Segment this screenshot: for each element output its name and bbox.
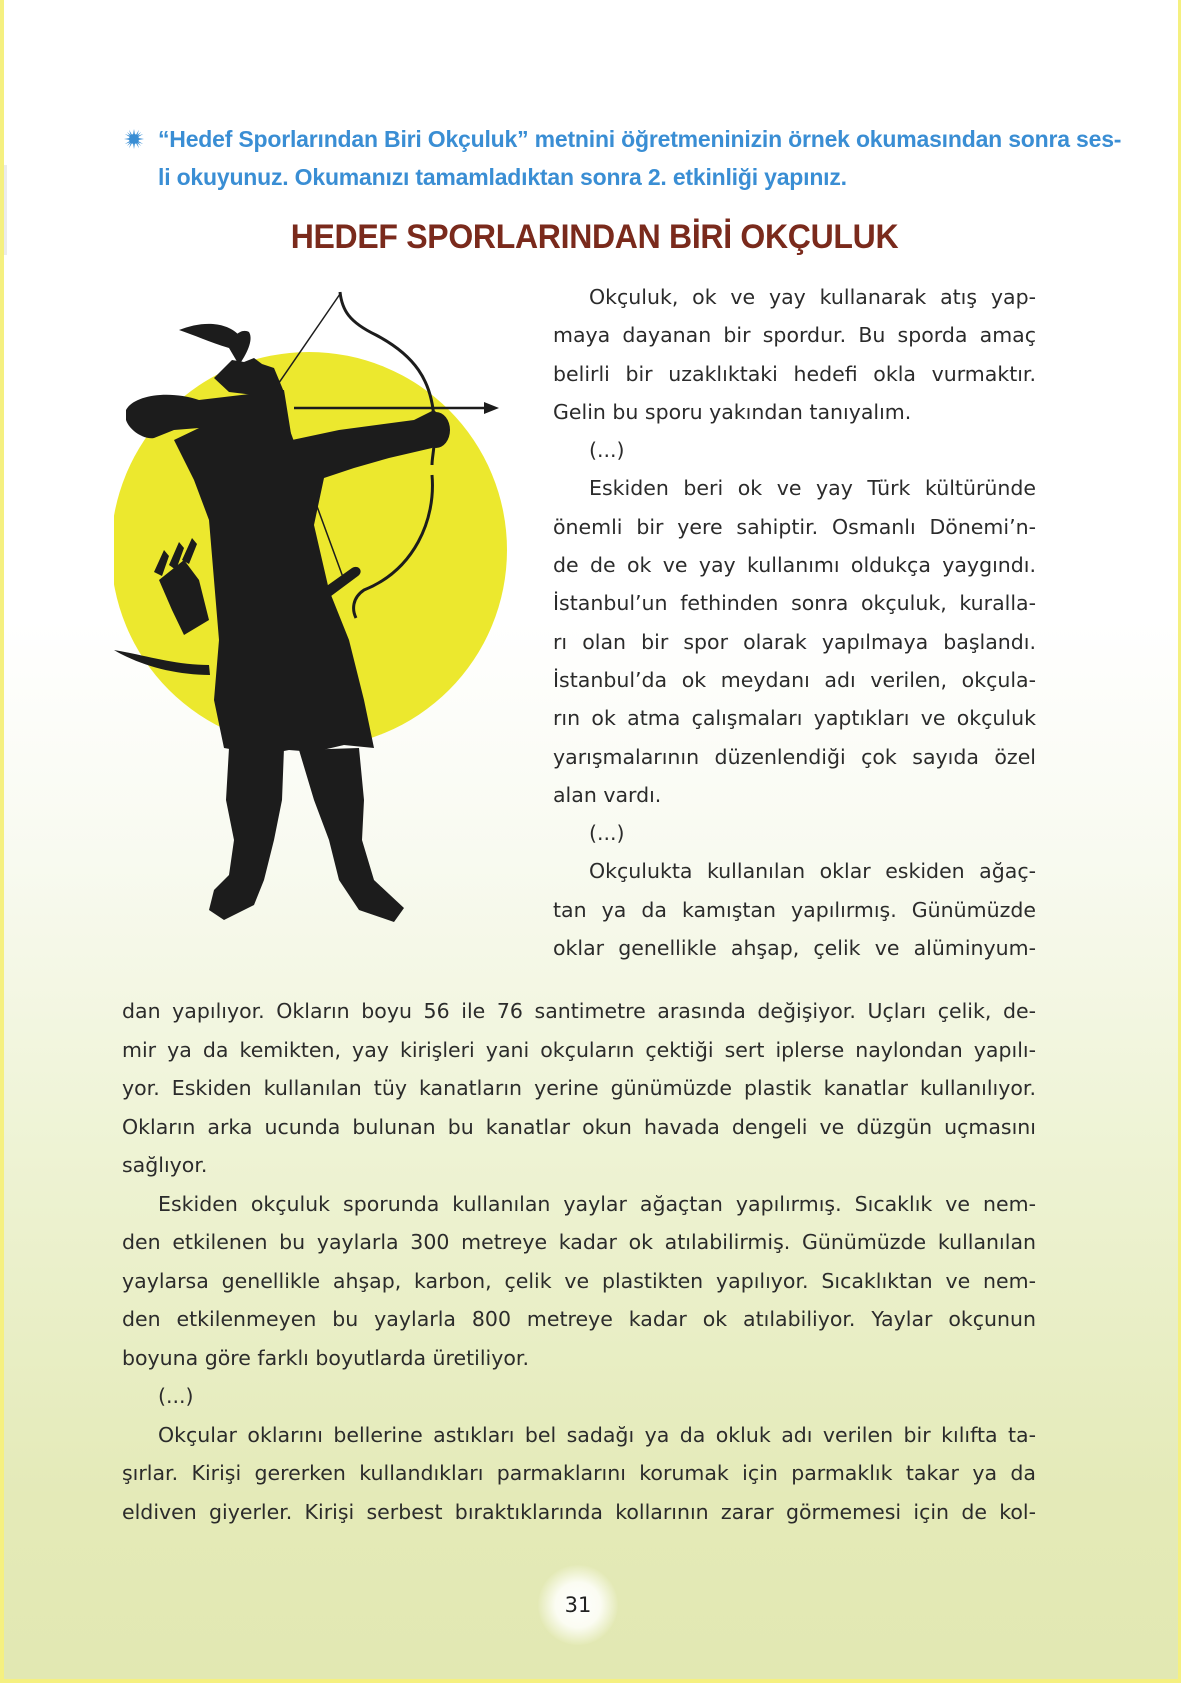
article-full-width-text	[122, 992, 1036, 1531]
text-line: de de ok ve yay kullanımı oldukça yaygındı.	[553, 553, 1036, 578]
reading-instruction	[124, 120, 1122, 197]
archer-illustration	[114, 280, 544, 960]
text-line: tan ya da kamıştan yapılırmış. Günümüzde	[553, 897, 1036, 922]
article-title: HEDEF SPORLARINDAN BİRİ OKÇULUK	[290, 216, 899, 256]
text-line: yarışmalarının düzenlendiği çok sayıda özel	[553, 744, 1036, 769]
text-line: Okçuluk, ok ve yay kullanarak atış yap-	[589, 285, 1036, 309]
instruction-line: li okuyunuz. Okumanızı tamamladıktan sonra 2. etkinliği yapınız.	[158, 164, 847, 191]
instruction-text	[158, 120, 1122, 197]
text-line: den etkilenmeyen bu yaylarla 800 metreye kadar ok atılabiliyor. Yaylar okçunun	[122, 1307, 1036, 1331]
text-line: rı olan bir spor olarak yapılmaya başlandı.	[553, 629, 1036, 654]
page-number: 31	[538, 1565, 618, 1645]
text-line: Okların arka ucunda bulunan bu kanatlar okun havada dengeli ve düzgün uçmasını	[122, 1114, 1036, 1139]
instruction-line: “Hedef Sporlarından Biri Okçuluk” metnini öğretmeninizin örnek okumasından sonra ses-	[158, 126, 1122, 152]
text-line: maya dayanan bir spordur. Bu sporda amaç	[553, 323, 1036, 348]
text-line: Eskiden beri ok ve yay Türk kültüründe	[589, 476, 1036, 501]
text-line: sağlıyor.	[122, 1153, 208, 1177]
article-right-column	[553, 278, 1036, 967]
omission-mark: (...)	[158, 1384, 194, 1408]
text-line: alan vardı.	[553, 782, 662, 807]
text-line: Okçular oklarını bellerine astıkları bel sadağı ya da okluk adı verilen bir kılıfta ta-	[158, 1422, 1036, 1447]
text-line: belirli bir uzaklıktaki hedefi okla vurmaktır.	[553, 361, 1036, 386]
text-line: Eskiden okçuluk sporunda kullanılan yaylar ağaçtan yapılırmış. Sıcaklık ve nem-	[158, 1191, 1036, 1216]
text-line: dan yapılıyor. Okların boyu 56 ile 76 santimetre arasında değişiyor. Uçları çelik, de-	[122, 999, 1036, 1023]
text-line: oklar genellikle ahşap, çelik ve alüminyum-	[553, 936, 1036, 961]
omission-mark: (...)	[589, 821, 625, 846]
text-line: rın ok atma çalışmaları yaptıkları ve okçuluk	[553, 706, 1036, 731]
text-line: mir ya da kemikten, yay kirişleri yani okçuların çektiği sert iplerse naylondan yapılı-	[122, 1037, 1036, 1062]
text-line: İstanbul’da ok meydanı adı verilen, okçula-	[553, 667, 1036, 692]
text-line: şırlar. Kirişi gererken kullandıkları parmaklarını korumak için parmaklık takar ya da	[122, 1461, 1036, 1485]
text-line: İstanbul’un fethinden sonra okçuluk, kuralla-	[553, 591, 1036, 616]
omission-mark: (...)	[589, 438, 625, 463]
text-line: yor. Eskiden kullanılan tüy kanatların yerine günümüzde plastik kanatlar kullanılıyor.	[122, 1076, 1036, 1100]
blue-starburst-icon	[124, 129, 144, 149]
text-line: önemli bir yere sahiptir. Osmanlı Dönemi’n-	[553, 514, 1036, 539]
text-line: Gelin bu sporu yakından tanıyalım.	[553, 399, 912, 424]
text-line: eldiven giyerler. Kirişi serbest bıraktıklarında kollarının zarar görmemesi için de kol-	[122, 1499, 1036, 1524]
text-line: yaylarsa genellikle ahşap, karbon, çelik ve plastikten yapılıyor. Sıcaklıktan ve nem-	[122, 1268, 1036, 1293]
text-line: den etkilenen bu yaylarla 300 metreye kadar ok atılabilirmiş. Günümüzde kullanılan	[122, 1230, 1036, 1254]
text-line: Okçulukta kullanılan oklar eskiden ağaç-	[589, 859, 1036, 884]
text-line: boyuna göre farklı boyutlarda üretiliyor.	[122, 1345, 529, 1370]
